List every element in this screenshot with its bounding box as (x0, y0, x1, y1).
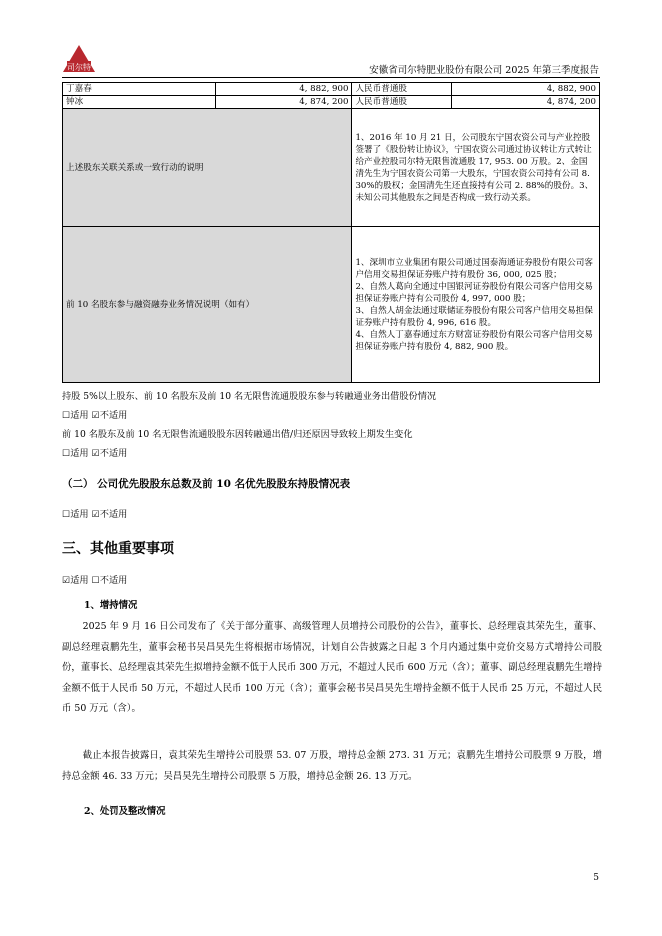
margin-item: 4、自然人丁嘉春通过东方财富证券股份有限公司客户信用交易担保证券账户持有股份 4, 882, 900 股。 (355, 329, 593, 352)
share-count: 4, 882, 900 (452, 83, 600, 96)
table-row-margin (63, 227, 600, 383)
table-row-related (63, 109, 600, 227)
section-3-option: ☑适用 ☐不适用 (62, 575, 128, 586)
change-title: 前 10 名股东及前 10 名无限售流通股股东因转融通出借/归还原因导致较上期发生变化 (62, 429, 413, 440)
section-2-title: （二） 公司优先股股东总数及前 10 名优先股股东持股情况表 (62, 478, 351, 490)
change-option: ☐适用 ☑不适用 (62, 448, 128, 459)
table-row (63, 96, 600, 109)
shareholder-name: 丁嘉春 (63, 83, 216, 96)
related-description: 1、2016 年 10 月 21 日，公司股东宁国农资公司与产业控股签署了《股份转让协议》，宁国农资公司通过协议转让方式转让给产业控股司尔特无限售流通股 17, 953. 00 万股。2、金国清先生为宁国农资公司第一大股东，宁国农资公司持有公司 8. 30%的股权；金国清先生还直接持有公司 2. 88%的股份。3、未知公司其他股东之间是否构成一致行动关系。 (352, 109, 600, 227)
header-divider (62, 77, 600, 78)
page-number: 5 (593, 873, 599, 883)
subsection-1-title: 1、增持情况 (84, 600, 138, 611)
company-logo (62, 44, 96, 74)
shares-held: 4, 874, 200 (215, 96, 352, 109)
margin-item: 1、深圳市立业集团有限公司通过国泰海通证券股份有限公司客户信用交易担保证券账户持有股份 36, 000, 025 股； (355, 257, 593, 280)
section-2-option: ☐适用 ☑不适用 (62, 509, 128, 520)
report-header-title: 安徽省司尔特肥业股份有限公司 2025 年第三季度报告 (369, 65, 599, 76)
share-count: 4, 874, 200 (452, 96, 600, 109)
lending-title: 持股 5%以上股东、前 10 名股东及前 10 名无限售流通股股东参与转融通业务出借股份情况 (62, 391, 437, 402)
subsection-2-title: 2、处罚及整改情况 (84, 806, 166, 817)
shareholder-name: 钟冰 (63, 96, 216, 109)
share-type: 人民币普通股 (352, 83, 452, 96)
related-label: 上述股东关联关系或一致行动的说明 (63, 109, 352, 227)
paragraph-shareholding-plan: 2025 年 9 月 16 日公司发布了《关于部分董事、高级管理人员增持公司股份的公告》，董事长、总经理袁其荣先生，董事、副总经理袁鹏先生，董事会秘书吴昌昊先生将根据市场情况，计划自公告披露之日起 3 个月内通过集中竞价交易方式增持公司股份，董事长、总经理袁其荣先生拟增持金额不低于人民币 300 万元，不超过人民币 600 万元（含）；董事、副总经理袁鹏先生增持金额不低于人民币 50 万元，不超过人民币 100 万元（含）；董事会秘书吴昌昊先生增持金额不低于人民币 25 万元，不超过人民币 50 万元（含）。 (62, 621, 602, 714)
shareholder-table (62, 82, 600, 383)
section-3-title: 三、其他重要事项 (62, 541, 174, 557)
logo-text: 司尔特 (67, 63, 91, 72)
lending-option: ☐适用 ☑不适用 (62, 410, 128, 421)
margin-label: 前 10 名股东参与融资融券业务情况说明（如有） (63, 227, 352, 383)
shares-held: 4, 882, 900 (215, 83, 352, 96)
share-type: 人民币普通股 (352, 96, 452, 109)
margin-item: 2、自然人葛向全通过中国银河证券股份有限公司客户信用交易担保证券账户持有公司股份 4, 997, 000 股； (355, 281, 593, 304)
table-row (63, 83, 600, 96)
paragraph-shareholding-progress: 截止本报告披露日，袁其荣先生增持公司股票 53. 07 万股，增持总金额 273. 31 万元；袁鹏先生增持公司股票 9 万股，增持总金额 46. 33 万元；吴昌昊先生增持公司股票 5 万股，增持总金额 26. 13 万元。 (62, 750, 602, 782)
margin-description (352, 227, 600, 383)
margin-item: 3、自然人胡金法通过联储证券股份有限公司客户信用交易担保证券账户持有股份 4, 996, 616 股。 (355, 305, 593, 328)
